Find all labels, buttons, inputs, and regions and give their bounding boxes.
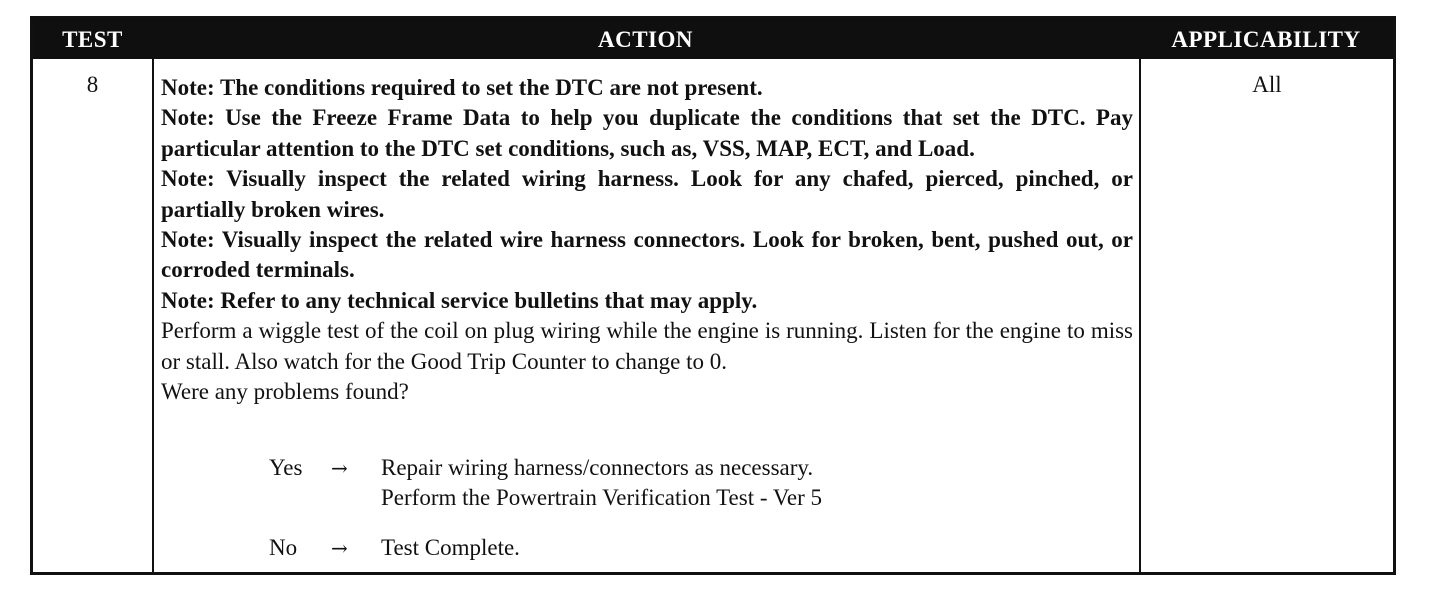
note-5: Note: Refer to any technical service bulletins that may apply. (161, 287, 758, 313)
answer-no (269, 533, 822, 563)
answer-yes-text (381, 453, 822, 513)
column-divider-applicability (1139, 59, 1141, 572)
header-action: ACTION (597, 27, 693, 52)
header-test: TEST (62, 27, 123, 52)
answer-list (269, 453, 822, 563)
note-1: Note: The conditions required to set the DTC are not present. (161, 75, 763, 100)
answer-no-label: No (269, 535, 298, 560)
answer-yes-line-1: Repair wiring harness/connectors as necessary. (381, 455, 814, 480)
answer-yes-label: Yes (269, 455, 303, 480)
diagnostic-table (30, 16, 1396, 575)
answer-no-text (381, 533, 520, 563)
test-number: 8 (86, 72, 99, 97)
answer-yes (269, 453, 822, 513)
header-applicability: APPLICABILITY (1171, 27, 1361, 52)
table-header (33, 19, 1393, 59)
column-divider-test (152, 59, 154, 572)
note-3: Note: Visually inspect the related wiring harness. Look for any chafed, pierced, pinched, or partially broken wires. (161, 166, 1133, 222)
instruction-text: Perform a wiggle test of the coil on plug wiring while the engine is running. Listen for the engine to miss or stall. Also watch for the Good Trip Counter to change to 0. (161, 318, 1133, 374)
right-arrow-icon: → (331, 536, 348, 560)
question-text: Were any problems found? (161, 379, 409, 405)
note-2: Note: Use the Freeze Frame Data to help you duplicate the conditions that set the DTC. Pay particular attention to the DTC set conditions, such as, VSS, MAP, ECT, and Load. (161, 105, 1133, 161)
answer-no-line-1: Test Complete. (381, 535, 520, 560)
action-cell (161, 73, 1133, 407)
note-4: Note: Visually inspect the related wire harness connectors. Look for broken, bent, pushed out, or corroded terminals. (161, 227, 1133, 283)
answer-yes-line-2: Perform the Powertrain Verification Test - Ver 5 (381, 485, 823, 510)
right-arrow-icon: → (331, 456, 348, 480)
applicability-value: All (1252, 72, 1282, 97)
